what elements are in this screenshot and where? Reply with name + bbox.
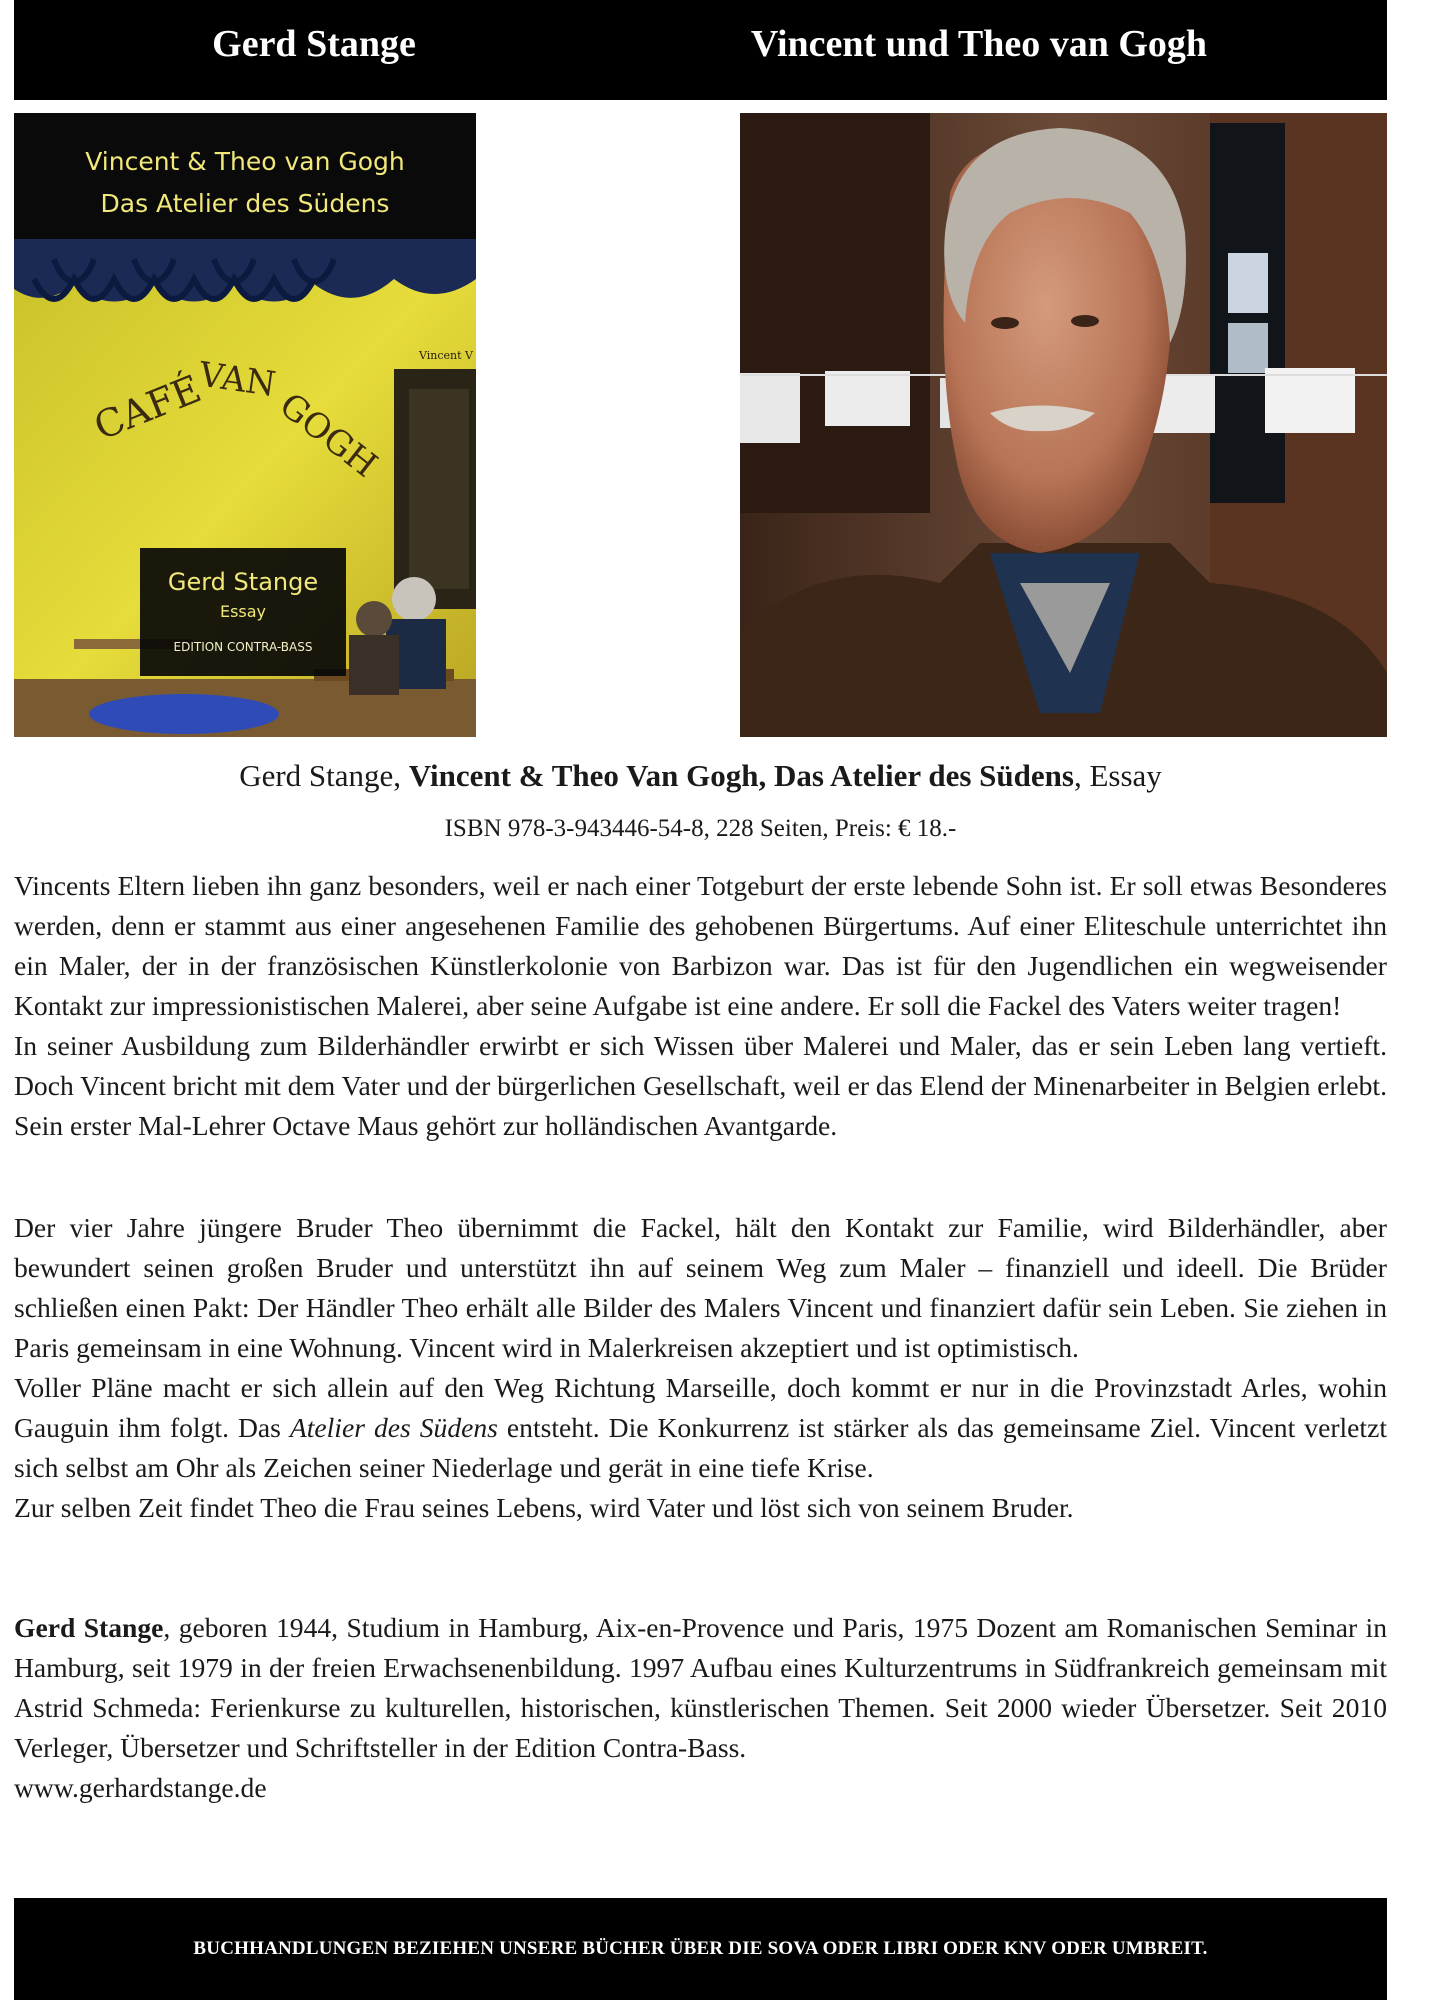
cover-sign-small: Vincent V: [419, 349, 473, 362]
paragraph-1b: In seiner Ausbildung zum Bilderhändler erwirbt er sich Wissen über Malerei und Maler, das er sein Leben lang vertieft. Doch Vincent bricht mit dem Vater und der bürgerlichen Gesellschaft, weil er das Elend der Minenarbeiter in Belgien erlebt. Sein erster Mal-Lehrer Octave Maus gehört zur holländischen Avantgarde.: [14, 1030, 1387, 1141]
author-bio: [14, 1608, 1387, 1808]
caption-genre: , Essay: [1073, 758, 1162, 793]
cover-author: Gerd Stange: [167, 568, 319, 596]
cover-title-line2: Das Atelier des Südens: [100, 189, 390, 218]
bio-paragraph: [14, 1608, 1387, 1768]
bio-text: , geboren 1944, Studium in Hamburg, Aix-en-Provence und Paris, 1975 Dozent am Romanischen Seminar in Hamburg, seit 1979 in der freien Erwachsenenbildung. 1997 Aufbau eines Kulturzentrums in Südfrankreich gemeinsam mit Astrid Schmeda: Ferienkurse zu kulturellen, historischen, künstlerischen Themen. Seit 2000 wieder Übersetzer. Seit 2010 Verleger, Übersetzer und Schriftsteller in der Edition Contra-Bass.: [14, 1612, 1387, 1763]
paragraph-1a: Vincents Eltern lieben ihn ganz besonders, weil er nach einer Totgeburt der erste lebende Sohn ist. Er soll etwas Besonderes werden, denn er stammt aus einer angesehenen Familie des gehobenen Bürgertums. Auf einer Eliteschule unterrichtet ihn ein Maler, der in der französischen Künstlerkolonie von Barbizon war. Das ist für den Jugendlichen ein wegweisender Kontakt zur impressionistischen Malerei, aber seine Aufgabe ist eine andere. Er soll die Fackel des Vaters weiter tragen!: [14, 870, 1387, 1021]
header-bar: [14, 0, 1387, 100]
cover-sign-gogh: GOGH: [271, 385, 385, 486]
cover-author-box: [140, 548, 346, 676]
caption-book-title: Vincent & Theo Van Gogh, Das Atelier des Südens: [408, 758, 1074, 793]
website-link[interactable]: www.gerhardstange.de: [14, 1772, 267, 1803]
header-author: Gerd Stange: [212, 23, 416, 65]
author-portrait-photo: [740, 113, 1387, 737]
paragraph-2b-end: entsteht. Die Konkurrenz ist stärker als das gemeinsame Ziel. Vincent verletzt sich selbst am Ohr als Zeichen seiner Niederlage und gerät in eine tiefe Krise.: [14, 1412, 1387, 1483]
paragraph-2b-italic: Atelier des Südens: [289, 1412, 498, 1443]
footer-text: BUCHHANDLUNGEN BEZIEHEN UNSERE BÜCHER ÜBER DIE SOVA ODER LIBRI ODER KNV ODER UMBREIT.: [193, 1938, 1208, 1959]
paragraph-1: [14, 866, 1387, 1146]
paragraph-2b: [14, 1368, 1387, 1488]
cover-genre: Essay: [219, 602, 267, 621]
isbn-line: ISBN 978-3-943446-54-8, 228 Seiten, Preis: € 18.-: [444, 815, 957, 842]
cover-sign-van: VAN: [196, 354, 278, 405]
header-title: Vincent und Theo van Gogh: [750, 23, 1208, 65]
cover-title-band: [14, 113, 476, 239]
bio-name: Gerd Stange: [14, 1612, 164, 1643]
caption-author: Gerd Stange,: [239, 758, 409, 793]
footer-bar: [14, 1898, 1387, 2000]
paragraph-2c: Zur selben Zeit findet Theo die Frau seines Lebens, wird Vater und löst sich von seinem Bruder.: [14, 1492, 1074, 1523]
cover-title-line1: Vincent & Theo van Gogh: [85, 147, 405, 176]
cover-publisher: EDITION CONTRA-BASS: [173, 640, 313, 654]
paragraph-2a: Der vier Jahre jüngere Bruder Theo übernimmt die Fackel, hält den Kontakt zur Familie, wird Bilderhändler, aber bewundert seinen großen Bruder und unterstützt ihn auf seinem Weg zum Maler – finanziell und ideell. Die Brüder schließen einen Pakt: Der Händler Theo erhält alle Bilder des Malers Vincent und finanziert dafür sein Leben. Sie ziehen in Paris gemeinsam in eine Wohnung. Vincent wird in Malerkreisen akzeptiert und ist optimistisch.: [14, 1212, 1387, 1363]
cover-sign-cafe: CAFÉ: [87, 366, 208, 449]
paragraph-2b-start: Voller Pläne macht er sich allein auf den Weg Richtung Marseille, doch kommt er nur in die Provinzstadt Arles, wohin Gauguin ihm folgt. Das: [14, 1372, 1387, 1443]
book-caption: [14, 758, 1387, 794]
paragraph-2: [14, 1208, 1387, 1528]
book-cover-image: [14, 113, 476, 737]
